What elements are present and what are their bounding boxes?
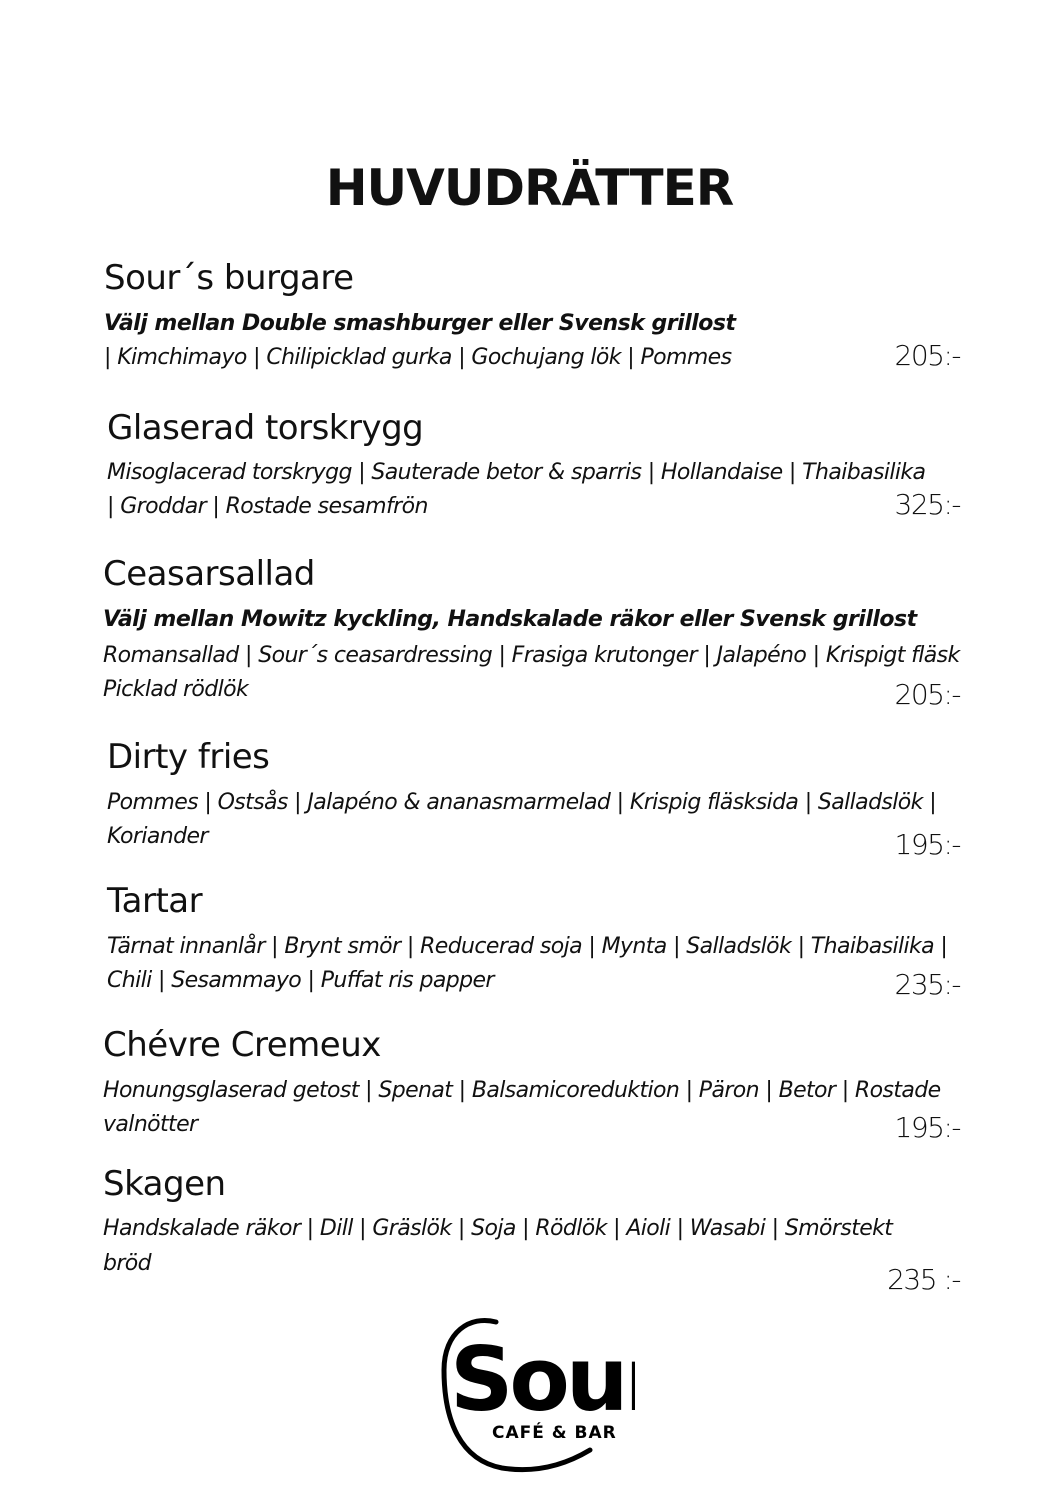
dish-choice: Välj mellan Double smashburger eller Svensk grillost (104, 311, 736, 336)
svg-text:CAFÉ & BAR: CAFÉ & BAR (492, 1423, 617, 1443)
sour-logo-icon (430, 1310, 635, 1480)
dish-description: Misoglacerad torskrygg | Sauterade betor & sparris | Hollandaise | Thaibasilika (107, 460, 926, 485)
dish-name: Tartar (107, 881, 203, 921)
dish-description: Tärnat innanlår | Brynt smör | Reducerad soja | Mynta | Salladslök | Thaibasilika | (107, 934, 948, 959)
dish-choice: Välj mellan Mowitz kyckling, Handskalade räkor eller Svensk grillost (103, 607, 917, 632)
dish-description: | Groddar | Rostade sesamfrön (107, 494, 428, 519)
dish-description: valnötter (103, 1112, 198, 1137)
dish-description: Handskalade räkor | Dill | Gräslök | Soja | Rödlök | Aioli | Wasabi | Smörstekt (103, 1216, 893, 1241)
dish-price: 205:- (894, 678, 960, 711)
dish-description: Romansallad | Sour´s ceasardressing | Frasiga krutonger | Jalapéno | Krispigt fläsk (103, 643, 960, 668)
dish-name: Dirty fries (107, 737, 270, 777)
dish-name: Glaserad torskrygg (107, 408, 424, 448)
dish-description: Picklad rödlök (103, 677, 249, 702)
dish-price: 195:- (894, 828, 960, 861)
dish-description: Koriander (107, 824, 208, 849)
dish-description: | Kimchimayo | Chilipicklad gurka | Gochujang lök | Pommes (104, 345, 732, 370)
dish-price: 235:- (894, 968, 960, 1001)
dish-description: bröd (103, 1251, 152, 1276)
svg-text:Sour: Sou (450, 1328, 625, 1431)
dish-description: Pommes | Ostsås | Jalapéno & ananasmarmelad | Krispig fläsksida | Salladslök | (107, 790, 937, 815)
dish-price: 235 :- (887, 1263, 960, 1296)
dish-name: Chévre Cremeux (103, 1025, 381, 1065)
dish-name: Ceasarsallad (103, 554, 315, 594)
dish-description: Chili | Sesammayo | Puffat ris papper (107, 968, 494, 993)
page-title: HUVUDRÄTTER (325, 159, 734, 217)
dish-price: 195:- (894, 1111, 960, 1144)
dish-price: 325:- (894, 488, 960, 521)
dish-description: Honungsglaserad getost | Spenat | Balsamicoreduktion | Päron | Betor | Rostade (103, 1078, 941, 1103)
dish-name: Sour´s burgare (104, 258, 354, 298)
dish-price: 205:- (894, 339, 960, 372)
dish-name: Skagen (103, 1164, 226, 1204)
sour-logo (430, 1310, 635, 1480)
